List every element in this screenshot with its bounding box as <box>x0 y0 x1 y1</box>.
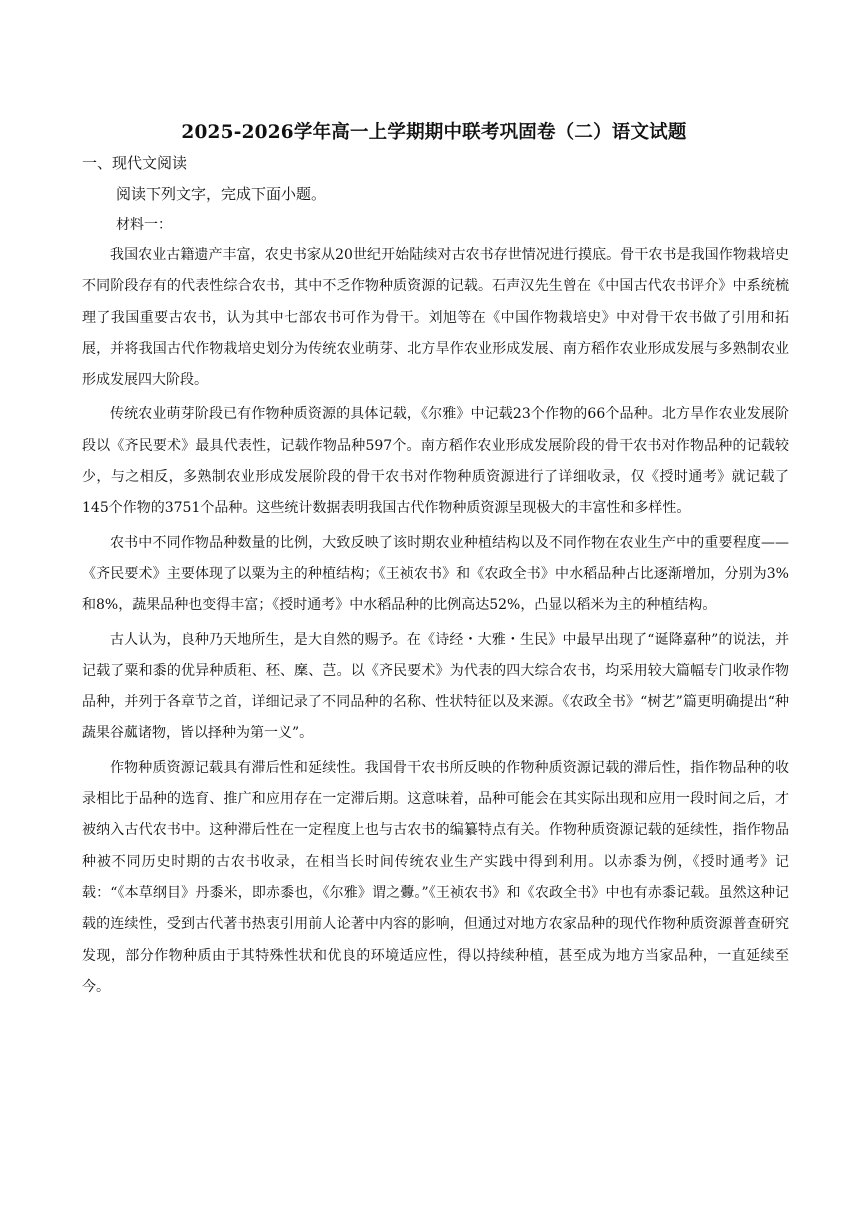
paragraph: 农书中不同作物品种数量的比例，大致反映了该时期农业种植结构以及不同作物在农业生产中的重要程度——《齐民要术》主要体现了以粟为主的种植结构；《王祯农书》和《农政全书》中水稻品种占比逐渐增加，分别为3%和8%，蔬果品种也变得丰富；《授时通考》中水稻品种的比例高达52%，凸显以稻米为主的种植结构。 <box>82 534 789 614</box>
paragraph: 作物种质资源记载具有滞后性和延续性。我国骨干农书所反映的作物种质资源记载的滞后性，指作物品种的收录相比于品种的选育、推广和应用存在一定滞后期。这意味着，品种可能会在其实际出现和应用一段时间之后，才被纳入古代农书中。这种滞后性在一定程度上也与古农书的编纂特点有关。作物种质资源记载的延续性，指作物品种被不同历史时期的古农书收录，在相当长时间传统农业生产实践中得到利用。以赤黍为例，《授时通考》记载：“《本草纲目》丹黍米，即赤黍也，《尔雅》谓之虋。”《王祯农书》和《农政全书》中也有赤黍记载。虽然这种记载的连续性，受到古代著书热衷引用前人论著中内容的影响，但通过对地方农家品种的现代作物种质资源普查研究发现，部分作物种质由于其特殊性状和优良的环境适应性，得以持续种植，甚至成为地方当家品种，一直延续至今。 <box>82 759 789 995</box>
paragraph: 传统农业萌芽阶段已有作物种质资源的具体记载，《尔雅》中记载23个作物的66个品种。北方旱作农业发展阶段以《齐民要术》最具代表性，记载作物品种597个。南方稻作农业形成发展阶段的骨干农书对作物品种的记载较少，与之相反，多熟制农业形成发展阶段的骨干农书对作物种质资源进行了详细收录，仅《授时通考》就记载了145个作物的3751个品种。这些统计数据表明我国古代作物种质资源呈现极大的丰富性和多样性。 <box>82 406 789 517</box>
section-heading: 一、现代文阅读 <box>82 154 188 172</box>
paragraph: 我国农业古籍遗产丰富，农史书家从20世纪开始陆续对古农书存世情况进行摸底。骨干农书是我国作物栽培史不同阶段存有的代表性综合农书，其中不乏作物种质资源的记载。石声汉先生曾在《中国古代农书评介》中系统梳理了我国重要古农书，认为其中七部农书可作为骨干。刘旭等在《中国作物栽培史》中对骨干农书做了引用和拓展，并将我国古代作物栽培史划分为传统农业萌芽、北方旱作农业形成发展、南方稻作农业形成发展与多熟制农业形成发展四大阶段。 <box>82 247 789 389</box>
reading-instruction: 阅读下列文字，完成下面小题。 <box>116 185 327 203</box>
material-body <box>82 240 789 1006</box>
paragraph: 古人认为，良种乃天地所生，是大自然的赐予。在《诗经・大雅・生民》中最早出现了“诞降嘉种”的说法，并记载了粟和黍的优异种质秬、秠、穈、芑。以《齐民要术》为代表的四大综合农书，均采用较大篇幅专门收录作物品种，并列于各章节之首，详细记录了不同品种的名称、性状特征以及来源。《农政全书》“树艺”篇更明确提出“种蔬果谷蓏诸物，皆以择种为第一义”。 <box>82 631 789 742</box>
material-label: 材料一： <box>116 217 172 233</box>
exam-title: 2025-2026学年高一上学期期中联考巩固卷（二）语文试题 <box>181 122 687 143</box>
